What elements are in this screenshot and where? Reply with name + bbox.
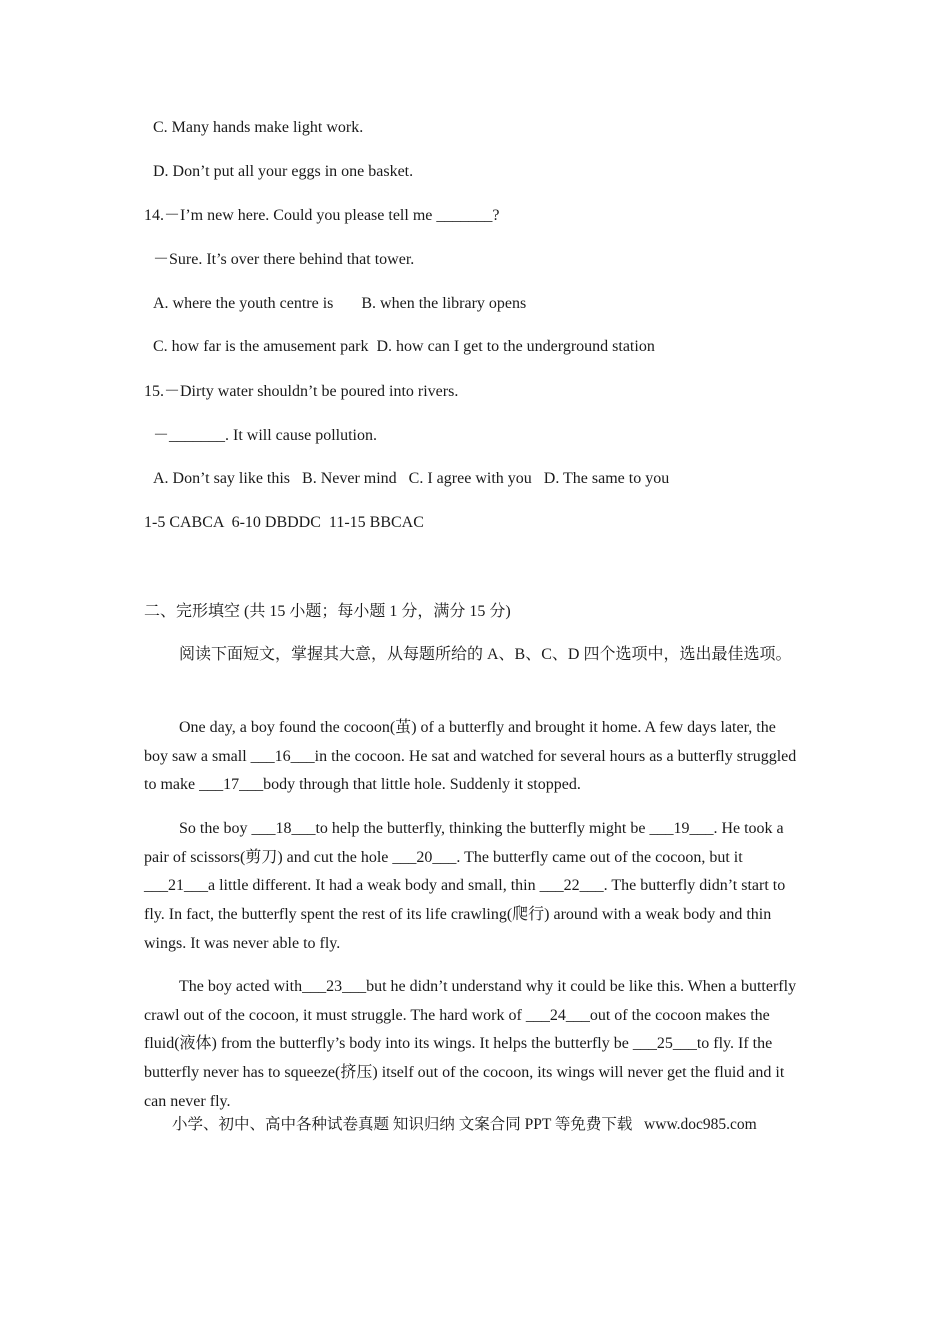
q15-options: A. Don’t say like this B. Never mind C. I agree with you D. The same to you	[153, 470, 670, 487]
paragraph-3-text: The boy acted with___23___but he didn’t understand why it could be like this. When a butterfly crawl out of the cocoon, it must struggle. The hard work of ___24___out of the cocoon makes the fluid(液体) from the butterfly’s body into its wings. It helps the butterfly be ___25___to fly. If the butterfly never has to squeeze(挤压) itself out of the cocoon, its wings will never get the fluid and it can never fly.	[144, 978, 797, 1110]
answer-key: 1-5 CABCA 6-10 DBDDC 11-15 BBCAC	[144, 514, 424, 531]
section-heading: 二、完形填空 (共 15 小题；每小题 1 分，满分 15 分)	[144, 603, 511, 620]
page-footer: 小学、初中、高中各种试卷真题 知识归纳 文案合同 PPT 等免费下载 www.doc985.com	[172, 1116, 757, 1133]
q15-prompt: 15.－Dirty water shouldn’t be poured into rivers.	[144, 383, 459, 400]
instruction-text: 阅读下面短文，掌握其大意，从每题所给的 A、B、C、D 四个选项中，选出最佳选项。	[179, 646, 792, 663]
passage-paragraph-1	[144, 714, 800, 800]
q13-option-d: D. Don’t put all your eggs in one basket.	[153, 163, 414, 180]
passage-paragraph-3	[144, 973, 800, 1117]
q14-options-ab: A. where the youth centre is B. when the library opens	[153, 295, 527, 312]
paragraph-1-text: One day, a boy found the cocoon(茧) of a butterfly and brought it home. A few days later, the boy saw a small ___16___in the cocoon. He sat and watched for several hours as a butterfly struggled to make ___17___body through that little hole. Suddenly it stopped.	[144, 719, 797, 794]
q14-reply: －Sure. It’s over there behind that tower.	[153, 251, 415, 268]
paragraph-2-text: So the boy ___18___to help the butterfly, thinking the butterfly might be ___19___. He took a pair of scissors(剪刀) and cut the hole ___20___. The butterfly came out of the cocoon, but it ___21___a little different. It had a weak body and small, thin ___22___. The butterfly didn’t start to fly. In fact, the butterfly spent the rest of its life crawling(爬行) around with a weak body and thin wings. It was never able to fly.	[144, 820, 786, 952]
q15-reply: －_______. It will cause pollution.	[153, 427, 377, 444]
q13-option-c: C. Many hands make light work.	[153, 119, 364, 136]
section-instruction	[144, 641, 800, 670]
passage-paragraph-2	[144, 815, 800, 959]
q14-options-cd: C. how far is the amusement park D. how can I get to the underground station	[153, 338, 655, 355]
q14-prompt: 14.－I’m new here. Could you please tell me _______?	[144, 207, 500, 224]
